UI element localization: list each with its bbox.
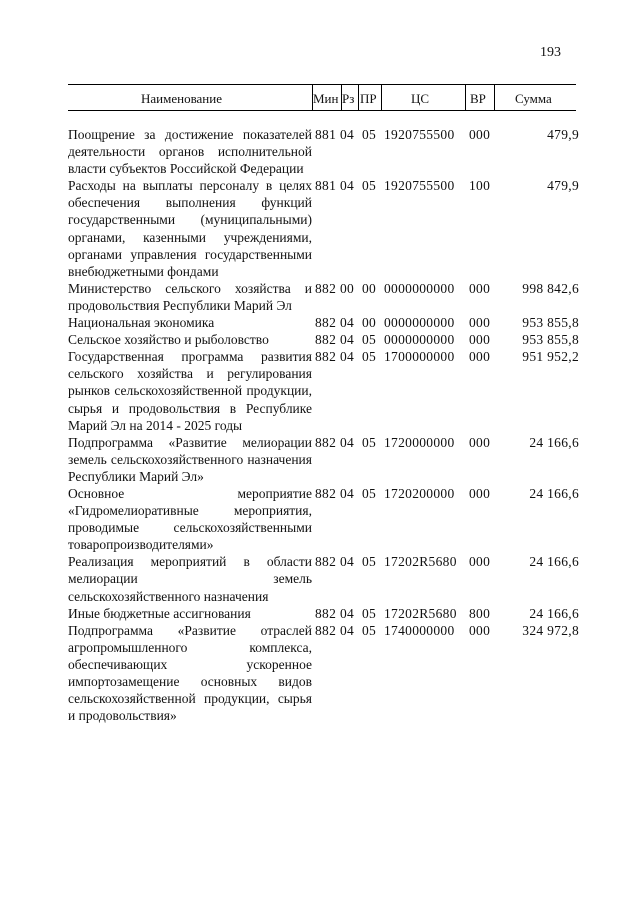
row-vr: 000 (469, 349, 491, 365)
column-divider (381, 84, 382, 110)
row-sum: 951 952,2 (522, 349, 579, 365)
row-min: 882 (315, 622, 337, 638)
table-header-bottom-rule (68, 110, 576, 111)
row-vr: 000 (469, 622, 491, 638)
row-sum: 24 166,6 (529, 485, 579, 501)
table-row (0, 314, 639, 331)
table-row (0, 126, 639, 177)
row-rz: 04 (340, 605, 355, 621)
row-vr: 000 (469, 280, 491, 296)
row-name: Иные бюджетные ассигнования (68, 605, 251, 621)
header-min: Мин (313, 91, 339, 106)
table-row (0, 485, 639, 553)
row-name: Подпрограмма «Развитие мелиорации земель сельскохозяйственного назначения Республики Марий Эл» (68, 434, 312, 484)
table-row (0, 553, 639, 604)
row-name: Расходы на выплаты персоналу в целях обеспечения выполнения функций государственными (муниципальными) органами, казенными учреждениями, органами управления государственными внебюджетными фондами (68, 178, 312, 279)
row-sum: 953 855,8 (522, 315, 579, 331)
row-vr: 000 (469, 434, 491, 450)
row-min: 882 (315, 554, 337, 570)
table-row (0, 280, 639, 314)
row-vr: 000 (469, 485, 491, 501)
table-row (0, 348, 639, 433)
row-pr: 05 (362, 127, 377, 142)
row-cs: 1920755500 (384, 178, 455, 194)
row-vr: 100 (469, 178, 491, 194)
row-cs: 1700000000 (384, 349, 455, 365)
row-rz: 04 (340, 349, 355, 365)
header-rz: Рз (342, 91, 355, 106)
row-sum: 479,9 (547, 127, 579, 142)
row-cs: 17202R5680 (384, 554, 457, 570)
row-sum: 998 842,6 (522, 280, 579, 296)
row-pr: 05 (362, 332, 377, 348)
row-vr: 000 (469, 315, 491, 331)
row-cs: 0000000000 (384, 280, 455, 296)
table-row (0, 434, 639, 485)
column-divider (494, 84, 495, 110)
row-name: Реализация мероприятий в области мелиорации земель сельскохозяйственного назначения (68, 554, 312, 604)
row-name: Министерство сельского хозяйства и продовольствия Республики Марий Эл (68, 280, 312, 313)
row-cs: 1720200000 (384, 485, 455, 501)
row-rz: 04 (340, 315, 355, 331)
row-cs: 1920755500 (384, 127, 455, 142)
row-pr: 05 (362, 178, 377, 194)
row-cs: 1740000000 (384, 622, 455, 638)
row-rz: 04 (340, 127, 355, 142)
table-row (0, 331, 639, 348)
row-pr: 00 (362, 280, 377, 296)
column-divider (358, 84, 359, 110)
row-rz: 04 (340, 434, 355, 450)
row-rz: 00 (340, 280, 355, 296)
row-min: 881 (315, 127, 337, 142)
row-sum: 953 855,8 (522, 332, 579, 348)
row-rz: 04 (340, 332, 355, 348)
row-pr: 05 (362, 349, 377, 365)
row-min: 882 (315, 605, 337, 621)
row-name: Основное мероприятие «Гидромелиоративные мероприятия, проводимые сельскохозяйственными товаропроизводителями» (68, 485, 312, 553)
row-name: Национальная экономика (68, 315, 215, 331)
table-row (0, 622, 639, 725)
row-min: 882 (315, 280, 337, 296)
row-min: 882 (315, 349, 337, 365)
row-cs: 0000000000 (384, 332, 455, 348)
row-vr: 000 (469, 332, 491, 348)
row-name: Сельское хозяйство и рыболовство (68, 332, 269, 348)
row-min: 881 (315, 178, 337, 194)
row-pr: 05 (362, 485, 377, 501)
row-name: Подпрограмма «Развитие отраслей агропромышленного комплекса, обеспечивающих ускоренное импортозамещение основных видов сельскохозяйственной продукции, сырья и продовольствия» (68, 622, 312, 724)
row-vr: 000 (469, 127, 491, 142)
row-min: 882 (315, 485, 337, 501)
row-rz: 04 (340, 554, 355, 570)
table-row (0, 177, 639, 280)
row-name: Государственная программа развития сельского хозяйства и регулирования рынков сельскохозяйственной продукции, сырья и продовольствия в Республике Марий Эл на 2014 - 2025 годы (68, 349, 312, 433)
row-sum: 324 972,8 (522, 622, 579, 638)
row-vr: 000 (469, 554, 491, 570)
table-row (0, 605, 639, 622)
row-cs: 0000000000 (384, 315, 455, 331)
row-rz: 04 (340, 485, 355, 501)
column-divider (465, 84, 466, 110)
row-sum: 24 166,6 (529, 554, 579, 570)
row-pr: 05 (362, 622, 377, 638)
budget-table-body (0, 126, 639, 724)
page-number: 193 (540, 45, 561, 60)
row-sum: 24 166,6 (529, 434, 579, 450)
row-rz: 04 (340, 178, 355, 194)
header-sum: Сумма (515, 91, 552, 106)
header-cs: ЦС (411, 91, 430, 106)
row-cs: 17202R5680 (384, 605, 457, 621)
row-cs: 1720000000 (384, 434, 455, 450)
row-pr: 00 (362, 315, 377, 331)
row-name: Поощрение за достижение показателей деятельности органов исполнительной власти субъектов Российской Федерации (68, 127, 312, 177)
row-rz: 04 (340, 622, 355, 638)
row-sum: 479,9 (547, 178, 579, 194)
header-name: Наименование (141, 91, 222, 106)
header-pr: ПР (360, 91, 377, 106)
row-min: 882 (315, 332, 337, 348)
row-sum: 24 166,6 (529, 605, 579, 621)
row-pr: 05 (362, 434, 377, 450)
row-min: 882 (315, 434, 337, 450)
table-header-top-rule (68, 84, 576, 85)
row-pr: 05 (362, 605, 377, 621)
row-vr: 800 (469, 605, 491, 621)
row-min: 882 (315, 315, 337, 331)
row-pr: 05 (362, 554, 377, 570)
header-vr: ВР (470, 91, 486, 106)
